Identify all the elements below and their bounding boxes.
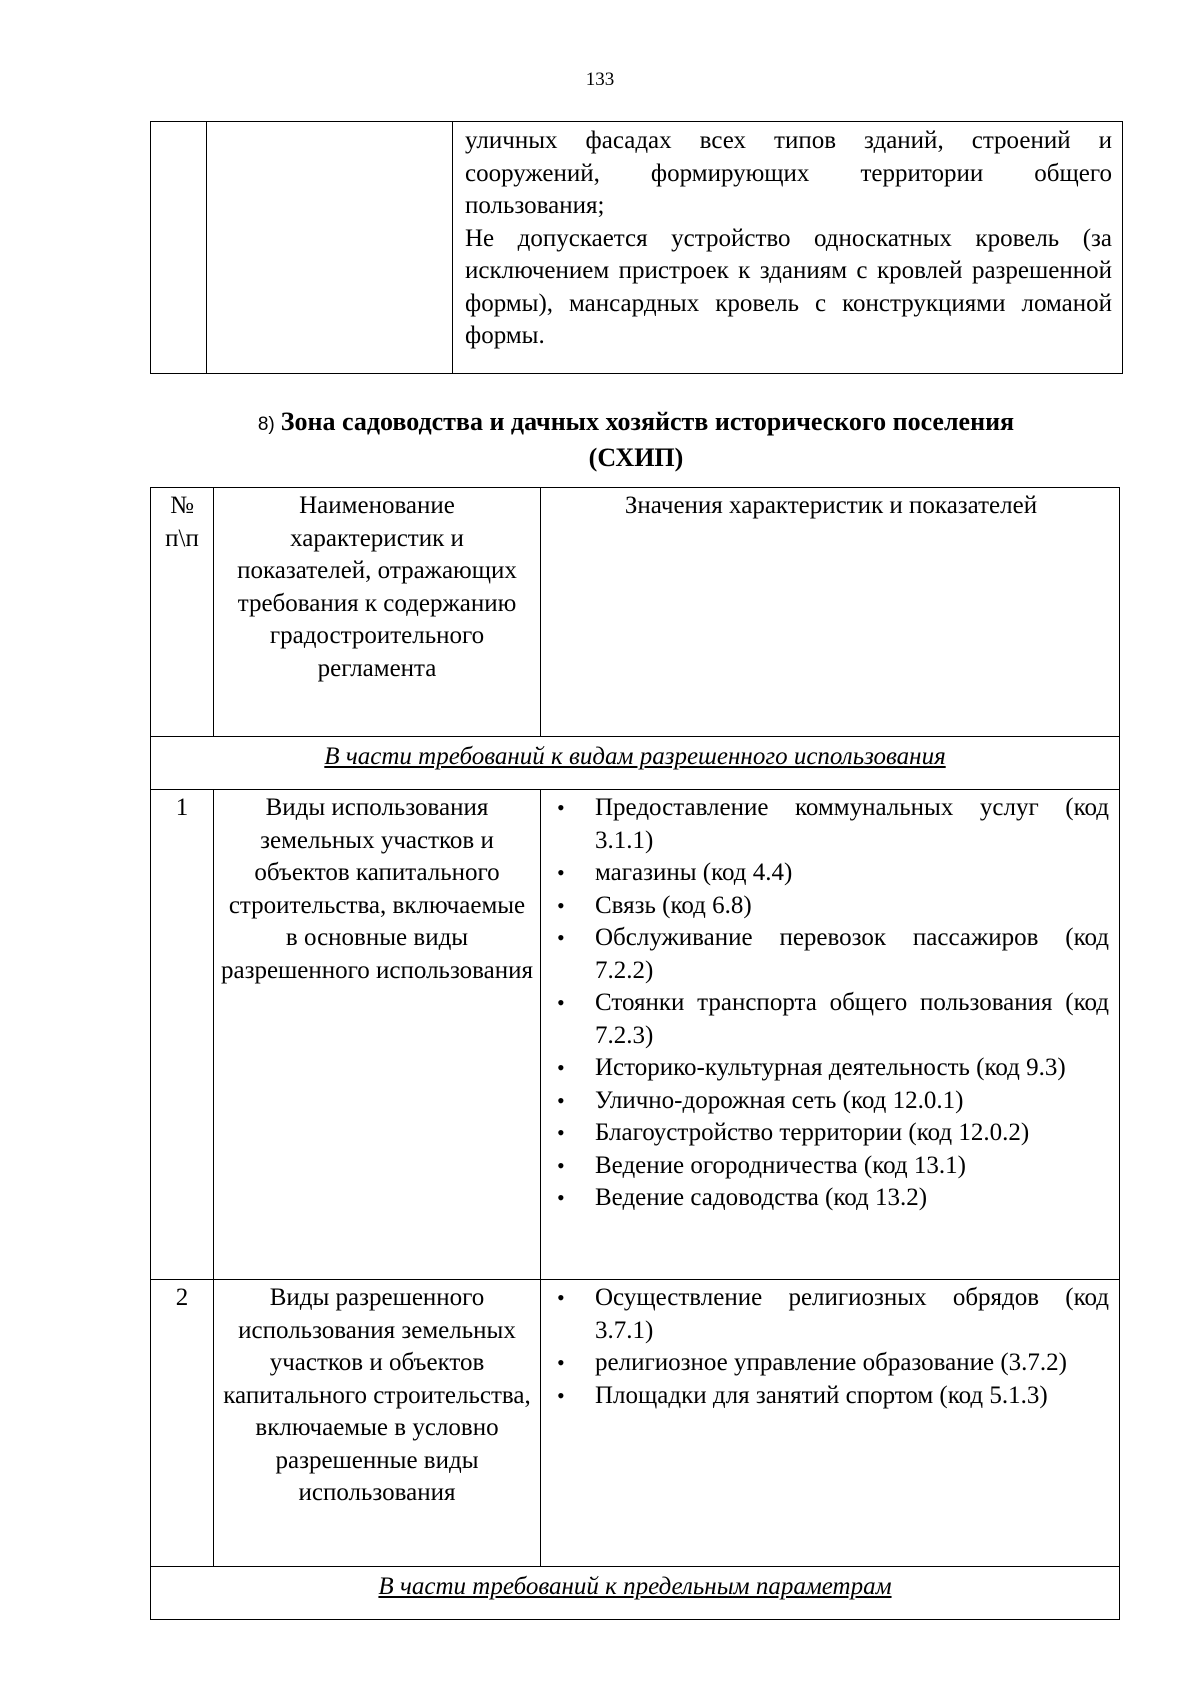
row-num: 1	[151, 790, 214, 1280]
section-title-permitted-use: В части требований к видам разрешенного использования	[151, 737, 1120, 790]
row-name: Виды разрешенного использования земельных участков и объектов капитального строительства, включаемые в условно разрешенные виды использования	[214, 1280, 541, 1567]
page-number: 133	[585, 69, 615, 90]
table-header-row	[151, 488, 1120, 737]
heading-line-2: (СХИП)	[588, 443, 684, 472]
list-item: • Ведение садоводства (код 13.2)	[553, 1182, 1109, 1215]
list-item: • Площадки для занятий спортом (код 5.1.3)	[553, 1380, 1109, 1413]
continued-table	[150, 121, 1123, 374]
header-values: Значения характеристик и показателей	[541, 488, 1120, 737]
list-item: • Осуществление религиозных обрядов (код 3.7.1)	[553, 1282, 1109, 1347]
row-num: 2	[151, 1280, 214, 1567]
section-row	[151, 1567, 1120, 1620]
row-name: Виды использования земельных участков и объектов капитального строительства, включаемые в основные виды разрешенного использования	[214, 790, 541, 1280]
row-values	[541, 1280, 1120, 1567]
text-paragraph: уличных фасадах всех типов зданий, строений и сооружений, формирующих территории общего пользования;	[465, 127, 1112, 219]
section-title-limit-params: В части требований к предельным параметрам	[151, 1567, 1120, 1620]
use-list	[553, 792, 1109, 1215]
list-item: • магазины (код 4.4)	[553, 857, 1109, 890]
text-paragraph: Не допускается устройство односкатных кровель (за исключением пристроек к зданиям с кровлей разрешенной формы), мансардных кровель с конструкциями ломаной формы.	[465, 224, 1112, 349]
list-item: • Обслуживание перевозок пассажиров (код 7.2.2)	[553, 922, 1109, 987]
list-item: • Историко-культурная деятельность (код 9.3)	[553, 1052, 1109, 1085]
table-row	[151, 122, 1123, 374]
header-name: Наименование характеристик и показателей, отражающих требования к содержанию градостроительного регламента	[214, 488, 541, 737]
row-values	[541, 790, 1120, 1280]
section-row	[151, 737, 1120, 790]
zone-table	[150, 487, 1120, 1620]
empty-num-cell	[151, 122, 207, 374]
table-row	[151, 1280, 1120, 1567]
list-item: • Связь (код 6.8)	[553, 890, 1109, 923]
list-item: • Стоянки транспорта общего пользования (код 7.2.3)	[553, 987, 1109, 1052]
list-item: • религиозное управление образование (3.7.2)	[553, 1347, 1109, 1380]
list-item: • Улично-дорожная сеть (код 12.0.1)	[553, 1085, 1109, 1118]
section-heading	[150, 405, 1122, 474]
empty-name-cell	[207, 122, 453, 374]
heading-number: 8)	[257, 414, 275, 435]
list-item: • Благоустройство территории (код 12.0.2)	[553, 1117, 1109, 1150]
use-list	[553, 1282, 1109, 1412]
values-cell	[453, 122, 1123, 374]
list-item: • Ведение огородничества (код 13.1)	[553, 1150, 1109, 1183]
header-num: № п\п	[151, 488, 214, 737]
table-row	[151, 790, 1120, 1280]
heading-line-1: Зона садоводства и дачных хозяйств исторического поселения	[280, 407, 1015, 436]
list-item: • Предоставление коммунальных услуг (код 3.1.1)	[553, 792, 1109, 857]
